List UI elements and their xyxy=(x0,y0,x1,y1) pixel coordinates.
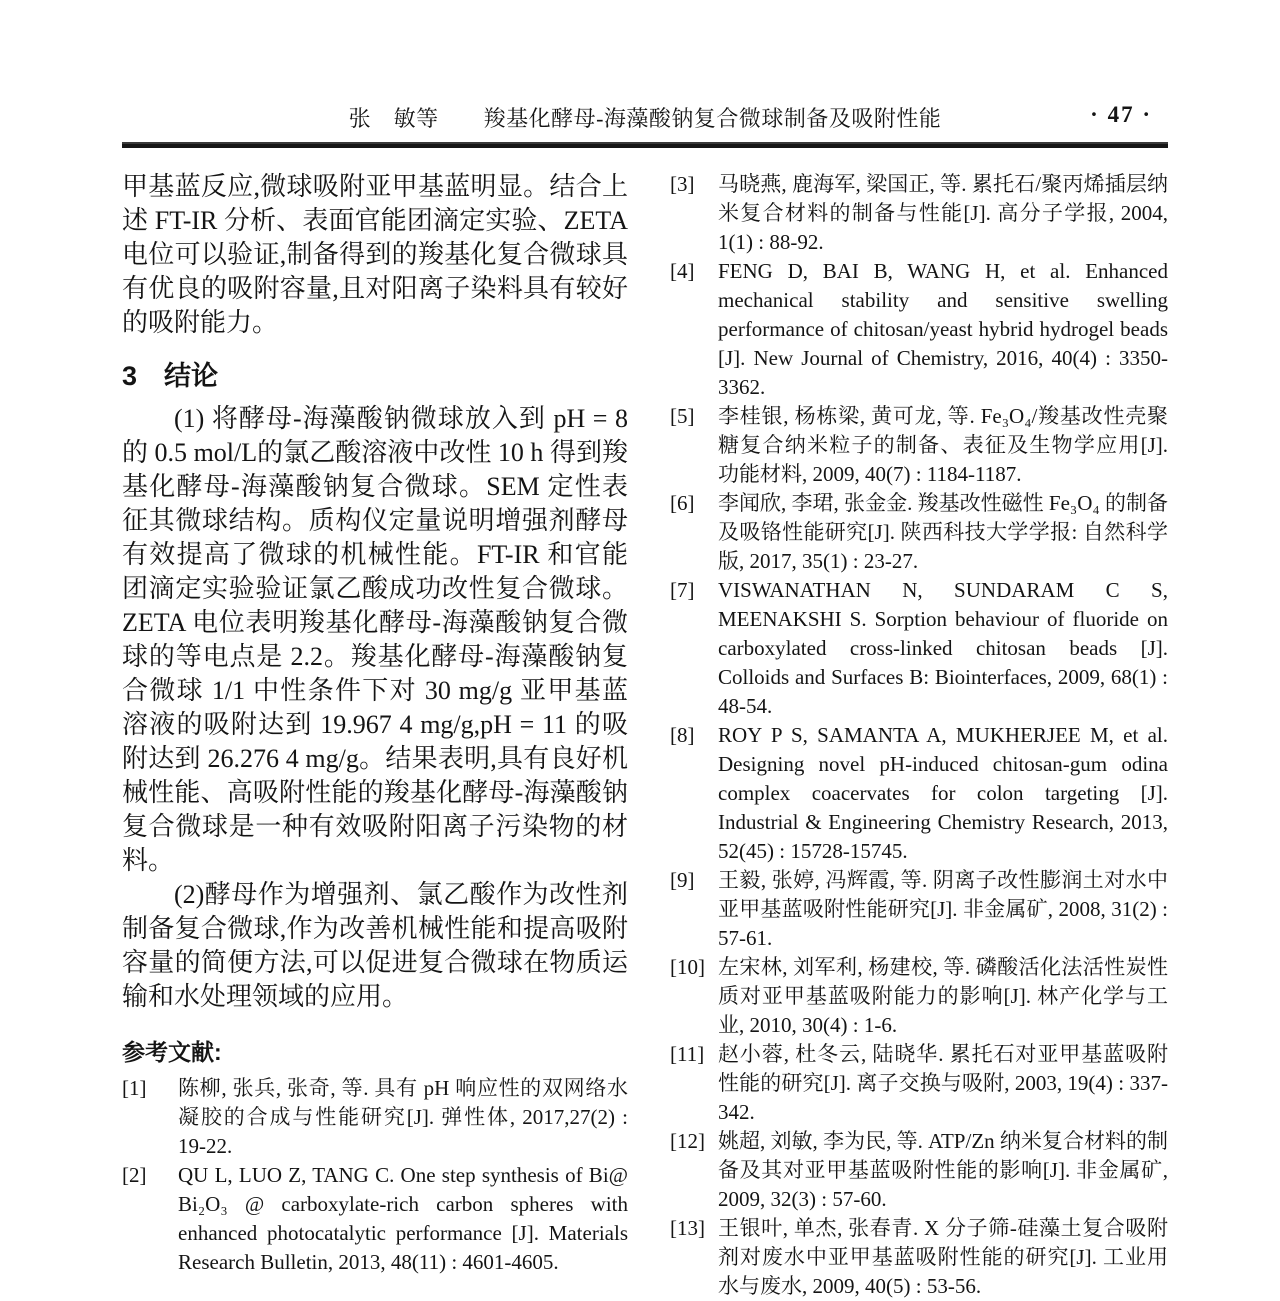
reference-item-2 xyxy=(122,1161,628,1277)
reference-text: QU L, LUO Z, TANG C. One step synthesis of Bi@ Bi₂O₃ @ carboxylate-rich carbon spheres with enhanced photocatalytic performance [J]. Materials Research Bulletin, 2013, 48(11) : 4601-4605. xyxy=(178,1163,628,1274)
conclusion-point-1: (1) 将酵母-海藻酸钠微球放入到 pH = 8 的 0.5 mol/L的氯乙酸溶液中改性 10 h 得到羧基化酵母-海藻酸钠复合微球。SEM 定性表征其微球结构。质构仪定量说明增强剂酵母有效提高了微球的机械性能。FT-IR 和官能团滴定实验验证氯乙酸成功改性复合微球。ZETA 电位表明羧基化酵母-海藻酸钠复合微球的等电点是 2.2。羧基化酵母-海藻酸钠复合微球 1/1 中性条件下对 30 mg/g 亚甲基蓝溶液的吸附达到 19.967 4 mg/g,pH = 11 的吸附达到 26.276 4 mg/g。结果表明,具有良好机械性能、高吸附性能的羧基化酵母-海藻酸钠复合微球是一种有效吸附阳离子污染物的材料。 xyxy=(122,404,628,875)
reference-text: 左宋林, 刘军利, 杨建校, 等. 磷酸活化法活性炭性质对亚甲基蓝吸附能力的影响[J]. 林产化学与工业, 2010, 30(4) : 1-6. xyxy=(718,955,1168,1037)
reference-text: 李闻欣, 李珺, 张金金. 羧基改性磁性 Fe₃O₄ 的制备及吸铬性能研究[J]. 陕西科技大学学报: 自然科学版, 2017, 35(1) : 23-27. xyxy=(718,491,1168,573)
reference-text: 姚超, 刘敏, 李为民, 等. ATP/Zn 纳米复合材料的制备及其对亚甲基蓝吸附性能的影响[J]. 非金属矿, 2009, 32(3) : 57-60. xyxy=(718,1129,1168,1211)
header-rule xyxy=(122,142,1168,148)
reference-item-12 xyxy=(670,1127,1168,1214)
references-heading: 参考文献: xyxy=(122,1039,222,1065)
reference-item-13 xyxy=(670,1214,1168,1301)
reference-text: ROY P S, SAMANTA A, MUKHERJEE M, et al. Designing novel pH-induced chitosan-gum odina complex coacervates for colon targeting [J]. Industrial & Engineering Chemistry Research, 2013, 52(45) : 15728-15745. xyxy=(718,723,1168,863)
page-header xyxy=(122,102,1168,134)
reference-text: 陈柳, 张兵, 张奇, 等. 具有 pH 响应性的双网络水凝胶的合成与性能研究[J]. 弹性体, 2017,27(2) : 19-22. xyxy=(178,1076,628,1158)
reference-marker: [5] xyxy=(670,404,695,428)
reference-marker: [9] xyxy=(670,868,695,892)
reference-item-8 xyxy=(670,721,1168,866)
reference-marker: [12] xyxy=(670,1129,705,1153)
right-column xyxy=(670,170,1168,1301)
paragraph-continued: 甲基蓝反应,微球吸附亚甲基蓝明显。结合上述 FT-IR 分析、表面官能团滴定实验、ZETA 电位可以验证,制备得到的羧基化复合微球具有优良的吸附容量,且对阳离子染料具有较好的吸附能力。 xyxy=(122,172,628,337)
section-heading-conclusion: 3 结论 xyxy=(122,361,219,391)
reference-marker: [3] xyxy=(670,172,695,196)
reference-item-4 xyxy=(670,257,1168,402)
reference-marker: [10] xyxy=(670,955,705,979)
reference-text: 王毅, 张婷, 冯辉霞, 等. 阴离子改性膨润土对水中亚甲基蓝吸附性能研究[J]. 非金属矿, 2008, 31(2) : 57-61. xyxy=(718,868,1168,950)
conclusion-point-2: (2)酵母作为增强剂、氯乙酸作为改性剂制备复合微球,作为改善机械性能和提高吸附容量的简便方法,可以促进复合微球在物质运输和水处理领域的应用。 xyxy=(122,880,628,1011)
reference-marker: [1] xyxy=(122,1076,147,1100)
reference-item-6 xyxy=(670,489,1168,576)
reference-marker: [8] xyxy=(670,723,695,747)
reference-item-9 xyxy=(670,866,1168,953)
reference-text: 王银叶, 单杰, 张春青. X 分子筛-硅藻土复合吸附剂对废水中亚甲基蓝吸附性能的研究[J]. 工业用水与废水, 2009, 40(5) : 53-56. xyxy=(718,1216,1168,1298)
running-title: 张 敏等 羧基化酵母-海藻酸钠复合微球制备及吸附性能 xyxy=(348,106,942,131)
reference-item-3 xyxy=(670,170,1168,257)
left-column xyxy=(122,170,628,1301)
reference-item-1 xyxy=(122,1074,628,1161)
reference-text: 赵小蓉, 杜冬云, 陆晓华. 累托石对亚甲基蓝吸附性能的研究[J]. 离子交换与吸附, 2003, 19(4) : 337-342. xyxy=(718,1042,1168,1124)
reference-marker: [2] xyxy=(122,1163,147,1187)
reference-item-10 xyxy=(670,953,1168,1040)
reference-item-11 xyxy=(670,1040,1168,1127)
reference-marker: [11] xyxy=(670,1042,705,1066)
reference-marker: [7] xyxy=(670,578,695,602)
reference-item-7 xyxy=(670,576,1168,721)
page-number: · 47 · xyxy=(1090,102,1152,127)
reference-text: 李桂银, 杨栋梁, 黄可龙, 等. Fe₃O₄/羧基改性壳聚糖复合纳米粒子的制备、表征及生物学应用[J]. 功能材料, 2009, 40(7) : 1184-1187. xyxy=(718,404,1168,486)
reference-item-5 xyxy=(670,402,1168,489)
reference-marker: [6] xyxy=(670,491,695,515)
reference-text: 马晓燕, 鹿海军, 梁国正, 等. 累托石/聚丙烯插层纳米复合材料的制备与性能[J]. 高分子学报, 2004, 1(1) : 88-92. xyxy=(718,172,1168,254)
content-columns xyxy=(122,170,1168,1301)
reference-text: VISWANATHAN N, SUNDARAM C S, MEENAKSHI S. Sorption behaviour of fluoride on carboxylated cross-linked chitosan beads [J]. Colloids and Surfaces B: Biointerfaces, 2009, 68(1) : 48-54. xyxy=(718,578,1168,718)
reference-text: FENG D, BAI B, WANG H, et al. Enhanced mechanical stability and sensitive swelling performance of chitosan/yeast hybrid hydrogel beads [J]. New Journal of Chemistry, 2016, 40(4) : 3350-3362. xyxy=(718,259,1168,399)
reference-marker: [4] xyxy=(670,259,695,283)
reference-marker: [13] xyxy=(670,1216,705,1240)
